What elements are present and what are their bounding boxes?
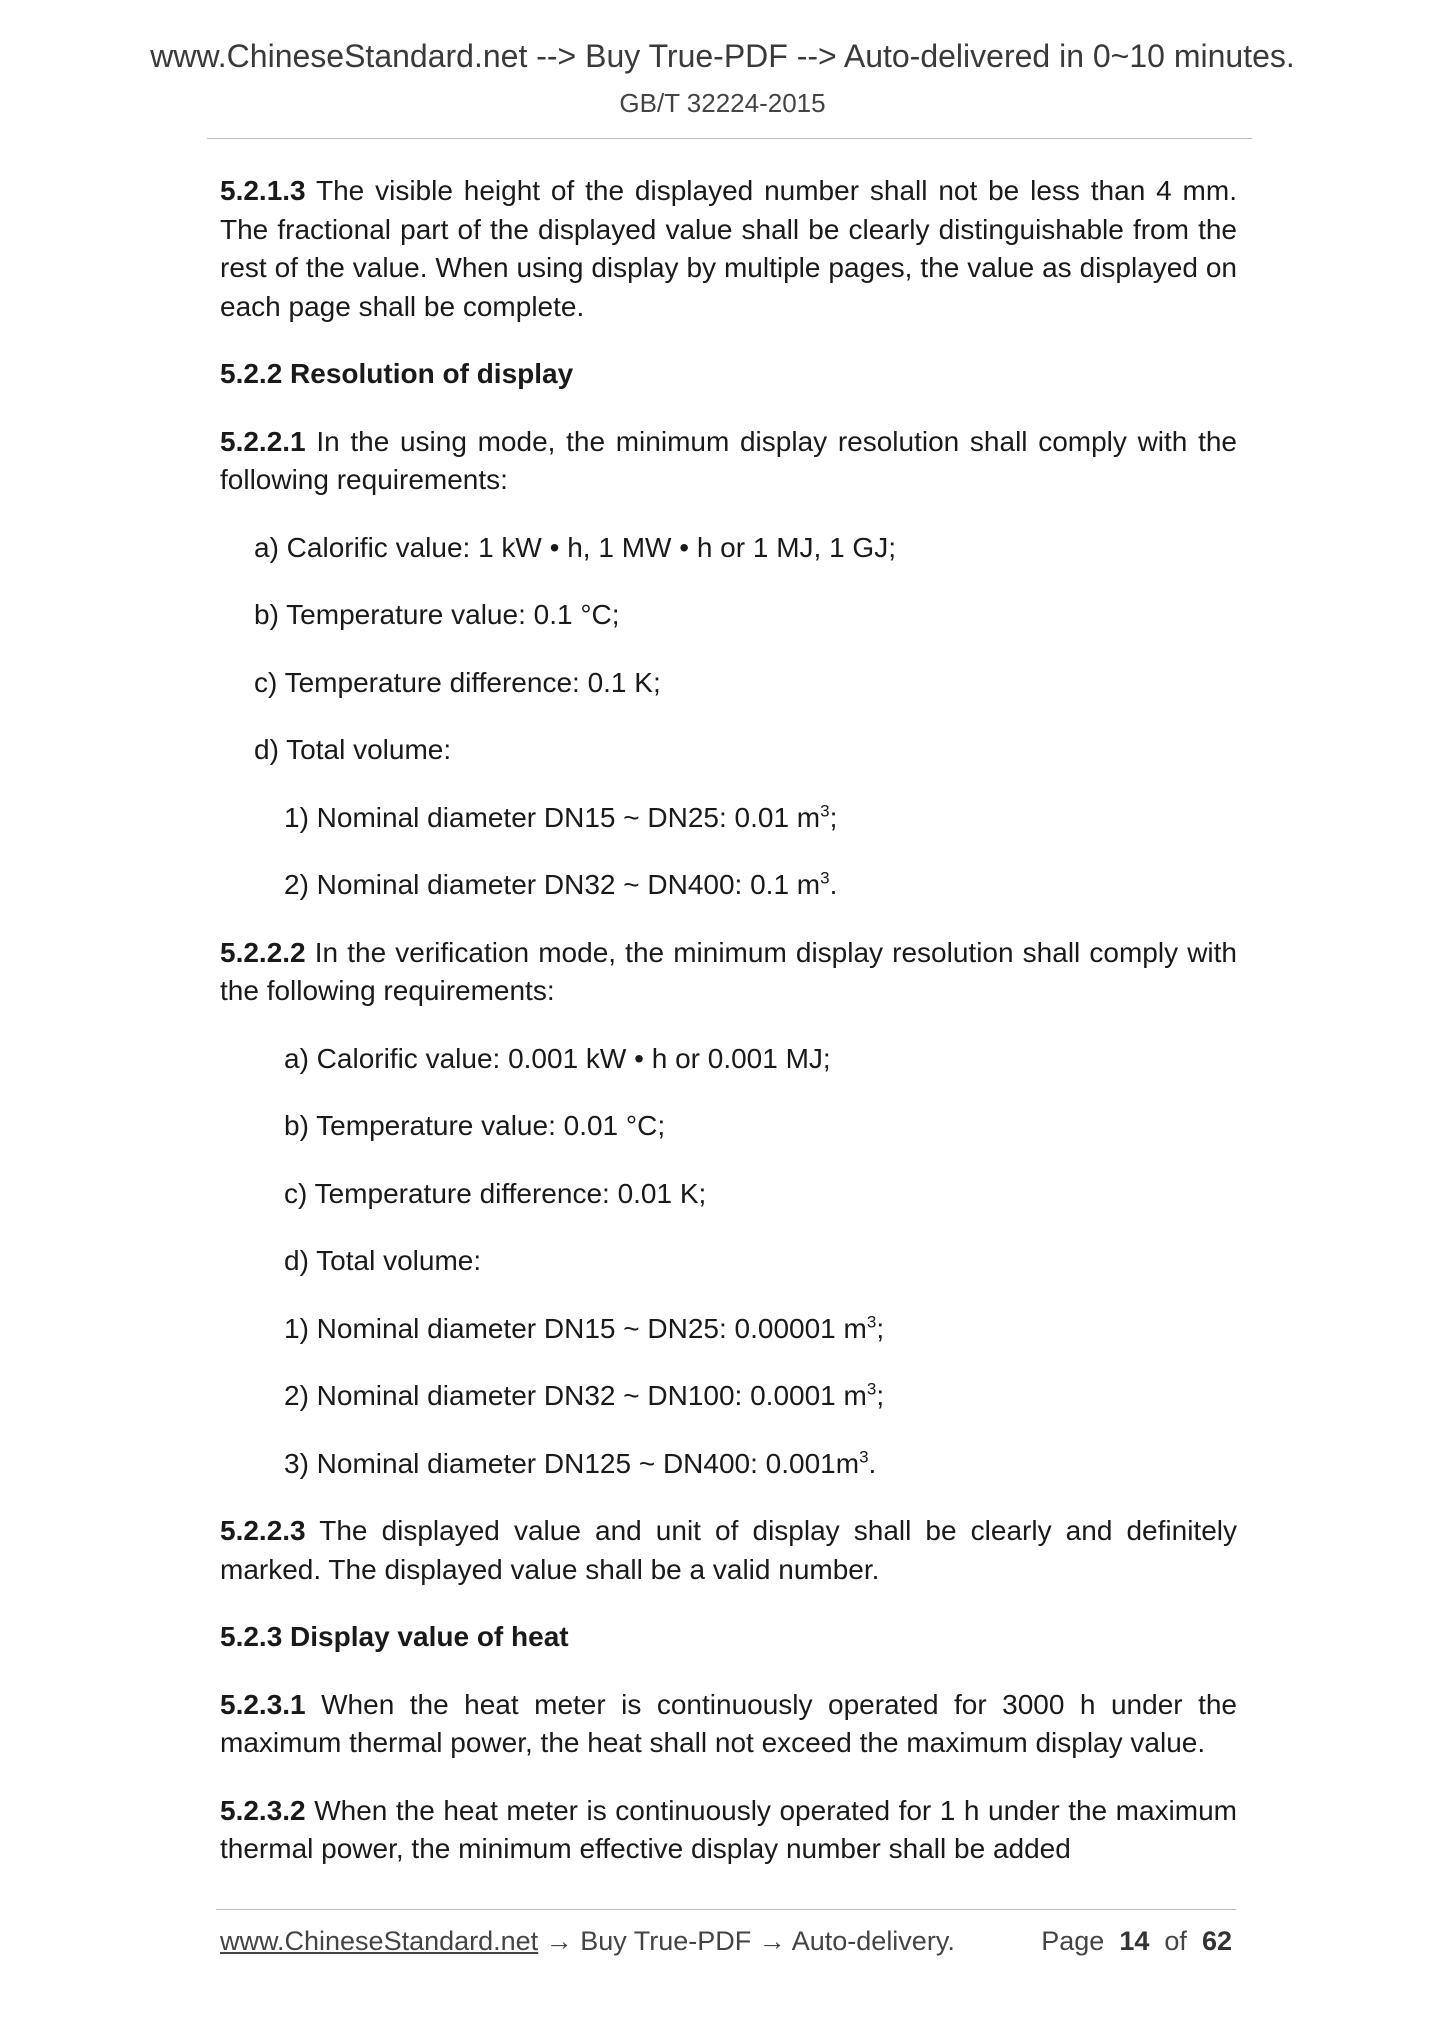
page-current: 14 [1119, 1926, 1150, 1956]
clause-text: When the heat meter is continuously operated for 3000 h under the maximum thermal power, the heat shall not exceed the maximum display value. [220, 1688, 1237, 1758]
list-item-verif-a: a) Calorific value: 0.001 kW • h or 0.001 MJ; [284, 1042, 831, 1074]
list-item-verif-d1 [220, 1310, 1237, 1349]
header-divider [207, 138, 1252, 139]
page-label: Page [1041, 1926, 1105, 1956]
list-item-verif-b: b) Temperature value: 0.01 °C; [284, 1110, 666, 1141]
list-item-text: 1) Nominal diameter DN15 ~ DN25: 0.01 m [284, 801, 821, 833]
clause-number: 5.2.2.1 [220, 425, 306, 457]
list-item-verif-d: d) Total volume: [284, 1245, 482, 1276]
standard-code: GB/T 32224-2015 [619, 88, 826, 118]
clause-number: 5.2.2.3 [220, 1515, 306, 1546]
footer-promo-text: → Buy True-PDF → Auto-delivery. [538, 1926, 955, 1956]
clause-number: 5.2.3.2 [220, 1794, 306, 1826]
clause-5-2-2-2 [220, 934, 1237, 1011]
page-number [1041, 1926, 1232, 1957]
clause-5-2-2-3 [220, 1512, 1237, 1589]
list-item-end: ; [829, 801, 838, 833]
clause-text: When the heat meter is continuously operated for 1 h under the maximum thermal power, the minimum effective display number shall be added [220, 1794, 1237, 1864]
section-heading-5-2-3: 5.2.3 Display value of heat [220, 1621, 569, 1652]
superscript: 3 [866, 1379, 877, 1399]
page-of-label: of [1164, 1926, 1187, 1956]
list-item-using-a: a) Calorific value: 1 kW • h, 1 MW • h or 1 MJ, 1 GJ; [254, 531, 896, 563]
clause-number: 5.2.2.2 [220, 936, 306, 968]
page-total: 62 [1201, 1926, 1232, 1956]
list-item-end: . [868, 1447, 877, 1479]
clause-5-2-3-1 [220, 1686, 1237, 1763]
list-item-verif-c: c) Temperature difference: 0.01 K; [284, 1177, 707, 1209]
clause-text: The displayed value and unit of display shall be clearly and definitely marked. The displayed value shall be a valid number. [220, 1515, 1237, 1585]
site-banner: www.ChineseStandard.net --> Buy True-PDF --> Auto-delivered in 0~10 minutes. [150, 38, 1295, 74]
list-item-using-c: c) Temperature difference: 0.1 K; [254, 666, 661, 698]
section-heading-5-2-2: 5.2.2 Resolution of display [220, 358, 574, 389]
list-item-end: . [829, 869, 838, 900]
page-footer [220, 1926, 1232, 1957]
list-item-verif-d3 [220, 1445, 1237, 1484]
clause-5-2-3-2 [220, 1792, 1237, 1869]
clause-number: 5.2.1.3 [220, 175, 306, 206]
footer-site-link[interactable]: www.ChineseStandard.net [220, 1926, 539, 1956]
list-item-using-b: b) Temperature value: 0.1 °C; [254, 599, 620, 630]
superscript: 3 [820, 801, 830, 821]
list-item-text: 1) Nominal diameter DN15 ~ DN25: 0.00001 m [284, 1312, 867, 1344]
list-item-using-d2 [220, 866, 1237, 905]
footer-promo [220, 1926, 955, 1956]
list-item-end: ; [876, 1380, 885, 1411]
list-item-text: 3) Nominal diameter DN125 ~ DN400: 0.001m [284, 1447, 860, 1479]
clause-text: In the verification mode, the minimum display resolution shall comply with the following requirements: [220, 936, 1237, 1006]
clause-number: 5.2.3.1 [220, 1688, 306, 1720]
footer-divider [216, 1909, 1236, 1910]
list-item-using-d: d) Total volume: [254, 734, 452, 765]
clause-5-2-2-1 [220, 423, 1237, 500]
list-item-end: ; [876, 1312, 885, 1344]
document-body [220, 172, 1237, 1869]
clause-5-2-1-3 [220, 172, 1237, 326]
superscript: 3 [859, 1447, 869, 1467]
superscript: 3 [866, 1312, 877, 1332]
list-item-text: 2) Nominal diameter DN32 ~ DN400: 0.1 m [284, 869, 821, 900]
list-item-verif-d2 [220, 1377, 1237, 1416]
list-item-text: 2) Nominal diameter DN32 ~ DN100: 0.0001 m [284, 1380, 867, 1411]
clause-text: In the using mode, the minimum display resolution shall comply with the following requirements: [220, 425, 1237, 495]
clause-text: The visible height of the displayed number shall not be less than 4 mm. The fractional part of the displayed value shall be clearly distinguishable from the rest of the value. When using display by multiple pages, the value as displayed on each page shall be complete. [220, 175, 1237, 322]
superscript: 3 [820, 868, 830, 888]
list-item-using-d1 [220, 799, 1237, 838]
